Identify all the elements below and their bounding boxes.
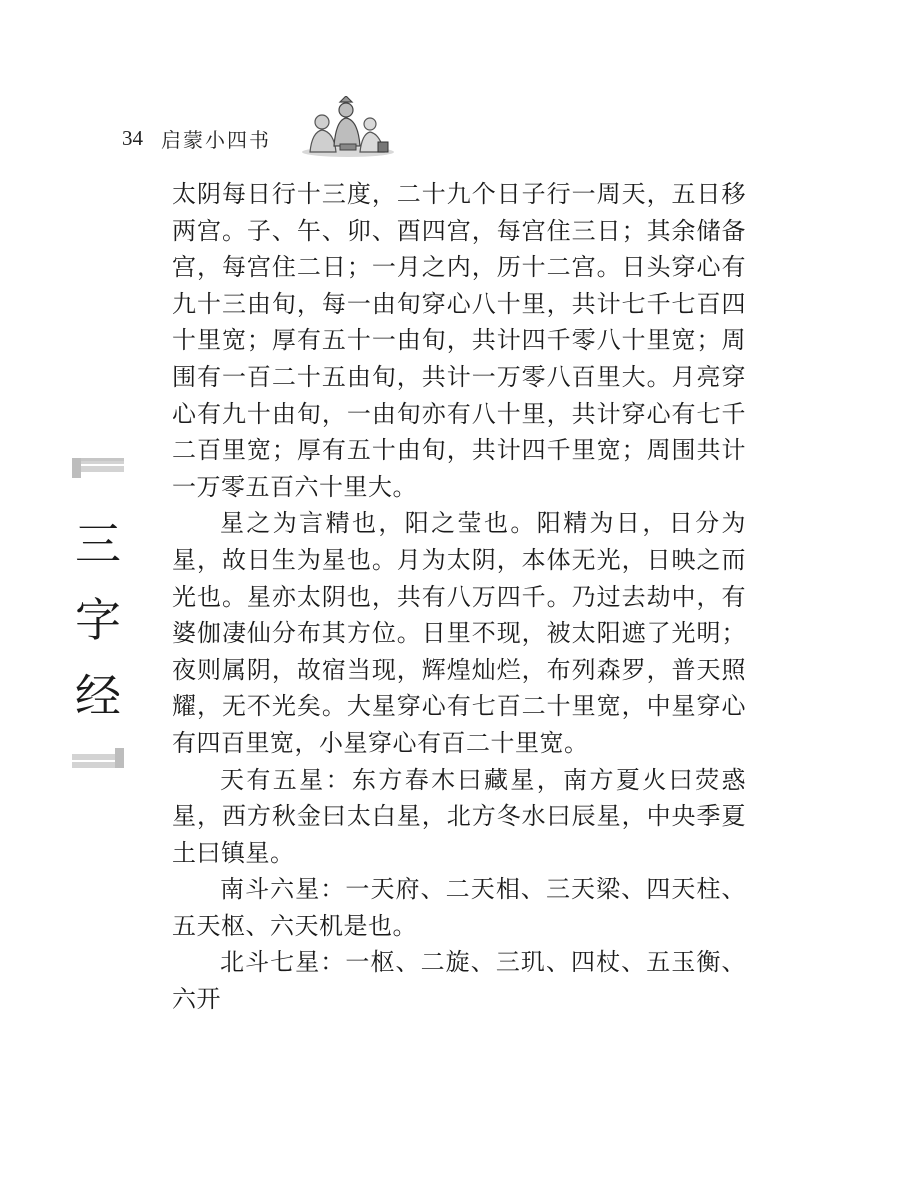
paragraph: 南斗六星：一天府、二天相、三天梁、四天柱、五天枢、六天机是也。	[172, 875, 746, 940]
side-title-char: 经	[75, 669, 121, 723]
side-title-char: 字	[75, 593, 121, 647]
scholars-illustration	[296, 96, 396, 158]
side-title	[72, 516, 124, 724]
paragraph: 天有五星：东方春木曰藏星，南方夏火曰荧惑星，西方秋金曰太白星，北方冬水曰辰星，中央季夏土曰镇星。	[172, 765, 746, 867]
bracket-bottom	[72, 748, 124, 768]
page-number: 34	[122, 125, 143, 150]
section-side-tab	[72, 458, 124, 768]
paragraph: 星之为言精也，阳之莹也。阳精为日，日分为星，故日生为星也。月为太阴，本体无光，日映之而光也。星亦太阴也，共有八万四千。乃过去劫中，有婆伽凄仙分布其方位。日里不现，被太阳遮了光明；夜则属阴，故宿当现，辉煌灿烂，布列森罗，普天照耀，无不光矣。大星穿心有七百二十里宽，中星穿心有四百里宽，小星穿心有百二十里宽。	[172, 509, 746, 757]
side-title-char: 三	[75, 517, 121, 571]
body-text	[172, 176, 746, 1018]
figure-middle	[334, 96, 360, 146]
running-header	[122, 118, 271, 158]
paragraph: 北斗七星：一枢、二旋、三玑、四杖、五玉衡、六开	[172, 948, 746, 1014]
bracket-top	[72, 458, 124, 478]
figure-left	[310, 115, 336, 152]
paragraph: 太阴每日行十三度，二十九个日子行一周天，五日移两宫。子、午、卯、酉四宫，每宫住三日；其余储备宫，每宫住二日；一月之内，历十二宫。日头穿心有九十三由旬，每一由旬穿心八十里，共计七千七百四十里宽；厚有五十一由旬，共计四千零八十里宽；周围有一百二十五由旬，共计一万零八百里大。月亮穿心有九十由旬，一由旬亦有八十里，共计穿心有七千二百里宽；厚有五十由旬，共计四千里宽；周围共计一万零五百六十里大。	[172, 180, 746, 501]
book-title: 启蒙小四书	[161, 127, 271, 152]
